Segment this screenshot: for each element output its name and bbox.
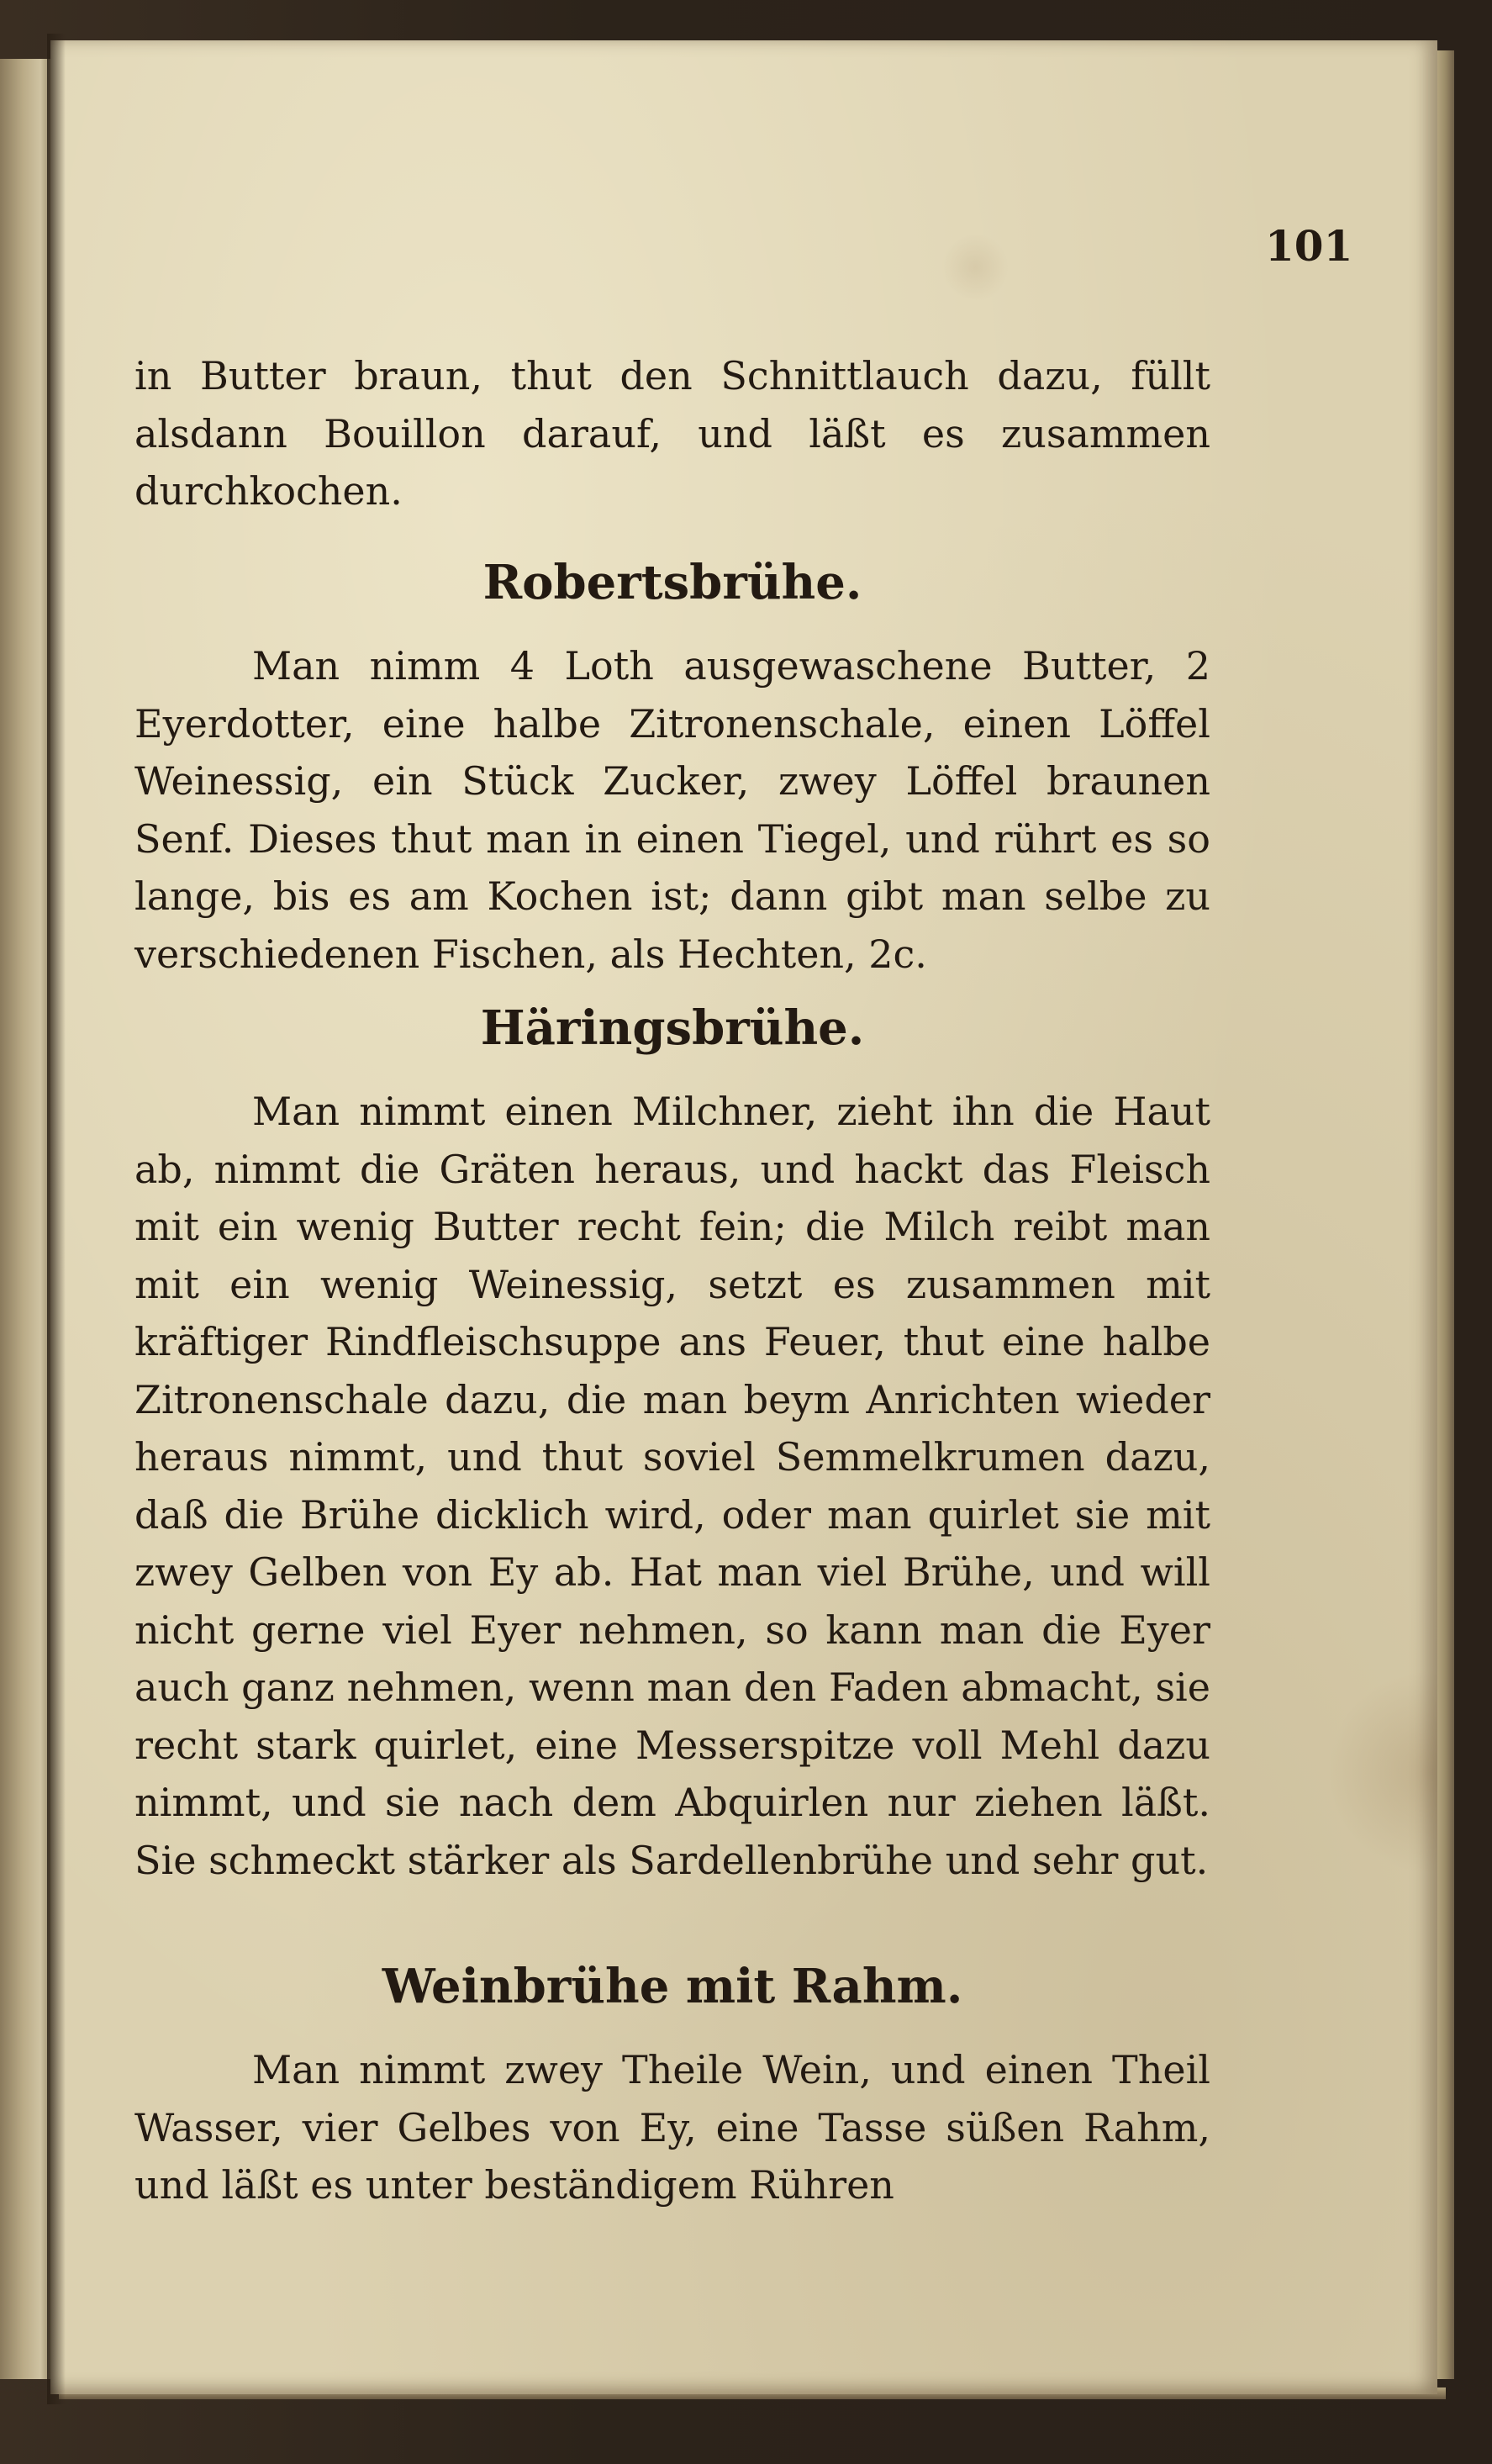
recipe-heading-robertsbruehe: Robertsbrühe. xyxy=(482,555,862,610)
gutter-shadow xyxy=(47,34,66,2404)
page-number: 101 xyxy=(1265,221,1353,271)
recipe-heading-haeringsbruehe: Häringsbrühe. xyxy=(480,1000,865,1056)
page-stack-edge-right xyxy=(1436,50,1454,2379)
recipe-heading-weinbruehe: Weinbrühe mit Rahm. xyxy=(382,1959,963,2014)
recipe-text-weinbruehe: Man nimmt zwey Theile Wein, und einen Theil Wasser, vier Gelbes von Ey, eine Tasse süßen Rahm, und läßt es unter beständigem Rühren xyxy=(134,2047,1210,2208)
facing-page-edge xyxy=(0,59,53,2379)
recipe-text-robertsbruehe: Man nimm 4 Loth ausgewaschene Butter, 2 Eyerdotter, eine halbe Zitronenschale, einen Löffel Weinessig, ein Stück Zucker, zwey Löffel braunen Senf. Dieses thut man in einen Tiegel, und rührt es so lange, bis es am Kochen ist; dann gibt man selbe zu verschiedenen Fischen, als Hechten, 2c. xyxy=(134,643,1210,977)
recipe-text-haeringsbruehe: Man nimmt einen Milchner, zieht ihn die Haut ab, nimmt die Gräten heraus, und hackt das Fleisch mit ein wenig Butter recht fein; die Milch reibt man mit ein wenig Weinessig, setzt es zusammen mit kräftiger Rindfleischsuppe ans Feuer, thut eine halbe Zitronenschale dazu, die man beym Anrichten wieder heraus nimmt, und thut soviel Semmelkrumen dazu, daß die Brühe dicklich wird, oder man quirlet sie mit zwey Gelben von Ey ab. Hat man viel Brühe, und will nicht gerne viel Eyer nehmen, so kann man die Eyer auch ganz nehmen, wenn man den Faden abmacht, sie recht stark quirlet, eine Messerspitze voll Mehl dazu nimmt, und sie nach dem Abquirlen nur ziehen läßt. Sie schmeckt stärker als Sardellenbrühe und sehr gut. xyxy=(134,1089,1210,1883)
book-page xyxy=(50,40,1437,2394)
paragraph-continued: in Butter braun, thut den Schnittlauch dazu, füllt alsdann Bouillon darauf, und läßt es zusammen durchkochen. xyxy=(134,353,1210,514)
